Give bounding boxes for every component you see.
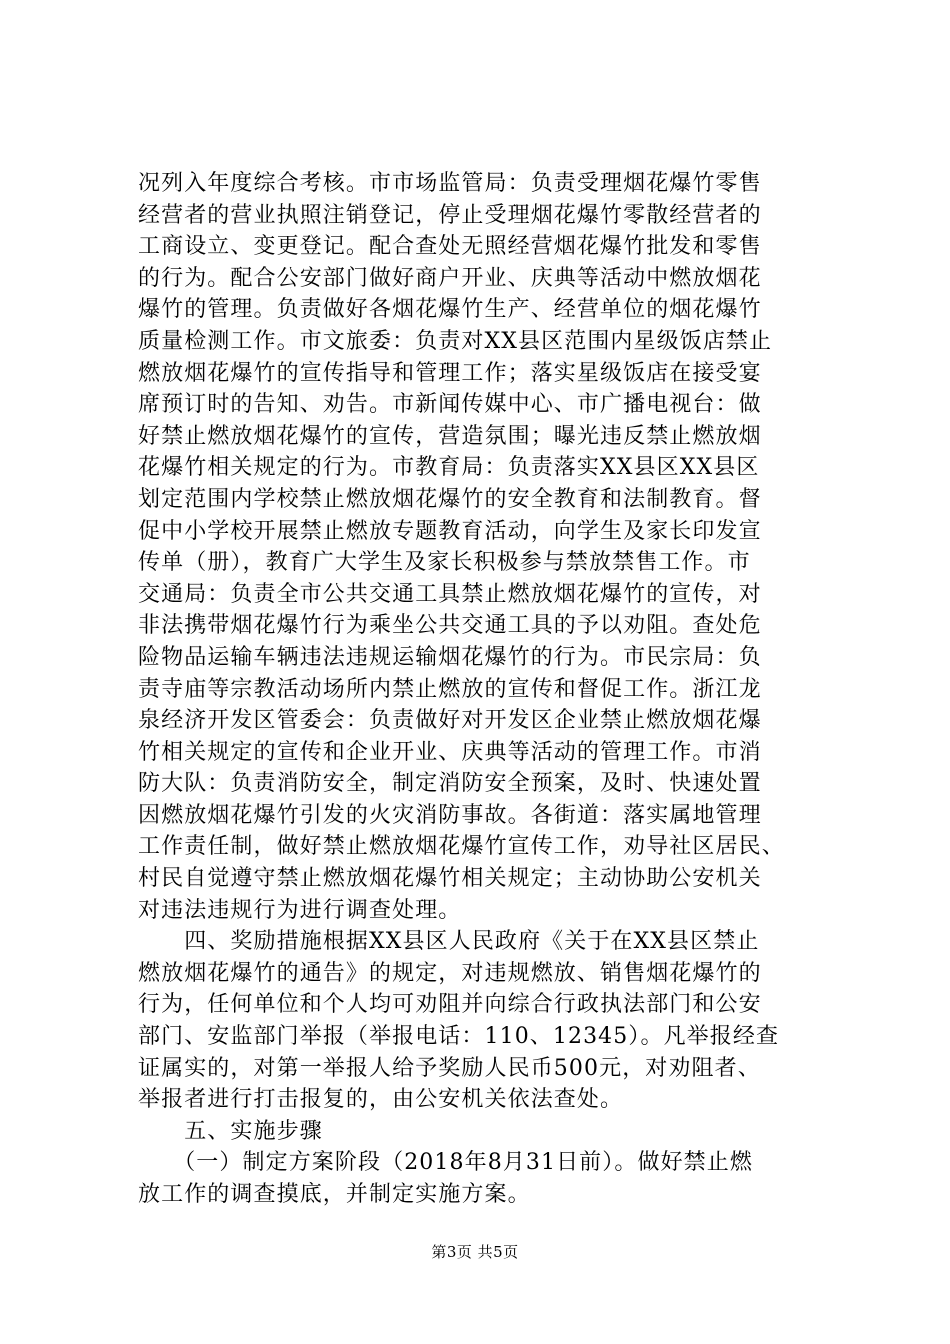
section-heading-line: 四、奖励措施根据XX县区人民政府《关于在XX县区禁止 [138,929,760,955]
text-line: 举报者进行打击报复的，由公安机关依法查处。 [138,1087,624,1113]
document-body [138,168,838,1211]
text-line: 席预订时的告知、劝告。市新闻传媒中心、市广播电视台：做 [138,392,762,418]
text-line: 泉经济开发区管委会：负责做好对开发区企业禁止燃放烟花爆 [138,708,762,734]
text-line: 对违法违规行为进行调查处理。 [138,897,462,923]
text-line: 非法携带烟花爆竹行为乘坐公共交通工具的予以劝阻。查处危 [138,613,762,639]
subsection-line: （一）制定方案阶段（2018年8月31日前）。做好禁止燃 [138,1150,753,1176]
text-line: 险物品运输车辆违法违规运输烟花爆竹的行为。市民宗局：负 [138,644,762,670]
text-line: 因燃放烟花爆竹引发的火灾消防事故。各街道：落实属地管理 [138,802,762,828]
text-line: 燃放烟花爆竹的通告》的规定，对违规燃放、销售烟花爆竹的 [138,960,762,986]
text-line: 防大队：负责消防安全，制定消防安全预案，及时、快速处置 [138,771,762,797]
text-line: 燃放烟花爆竹的宣传指导和管理工作；落实星级饭店在接受宴 [138,360,762,386]
text-line: 爆竹的管理。负责做好各烟花爆竹生产、经营单位的烟花爆竹 [138,297,762,323]
text-line: 竹相关规定的宣传和企业开业、庆典等活动的管理工作。市消 [138,739,762,765]
text-line: 况列入年度综合考核。市市场监管局：负责受理烟花爆竹零售 [138,171,762,196]
text-line: 证属实的，对第一举报人给予奖励人民币500元，对劝阻者、 [138,1055,761,1081]
text-line: 行为，任何单位和个人均可劝阻并向综合行政执法部门和公安 [138,992,762,1018]
text-line: 工商设立、变更登记。配合查处无照经营烟花爆竹批发和零售 [138,234,762,260]
text-line: 工作责任制，做好禁止燃放烟花爆竹宣传工作，劝导社区居民、 [138,834,785,860]
page-number-footer: 第3页 共5页 [431,1243,519,1261]
text-line: 划定范围内学校禁止燃放烟花爆竹的安全教育和法制教育。督 [138,486,762,512]
text-line: 质量检测工作。市文旅委：负责对XX县区范围内星级饭店禁止 [138,328,773,354]
text-line: 经营者的营业执照注销登记，停止受理烟花爆竹零散经营者的 [138,202,762,228]
text-line: 放工作的调查摸底，并制定实施方案。 [138,1182,531,1207]
section-heading: 五、实施步骤 [138,1118,323,1144]
text-line: 的行为。配合公安部门做好商户开业、庆典等活动中燃放烟花 [138,265,762,291]
text-line: 村民自觉遵守禁止燃放烟花爆竹相关规定；主动协助公安机关 [138,866,762,892]
text-line: 部门、安监部门举报（举报电话：110、12345）。凡举报经查 [138,1024,780,1050]
text-line: 交通局：负责全市公共交通工具禁止燃放烟花爆竹的宣传，对 [138,581,762,607]
text-line: 责寺庙等宗教活动场所内禁止燃放的宣传和督促工作。浙江龙 [138,676,762,702]
text-line: 花爆竹相关规定的行为。市教育局：负责落实XX县区XX县区 [138,455,760,481]
text-line: 传单（册），教育广大学生及家长积极参与禁放禁售工作。市 [138,550,751,576]
text-line: 好禁止燃放烟花爆竹的宣传，营造氛围；曝光违反禁止燃放烟 [138,423,762,449]
text-line: 促中小学校开展禁止燃放专题教育活动，向学生及家长印发宣 [138,518,762,544]
